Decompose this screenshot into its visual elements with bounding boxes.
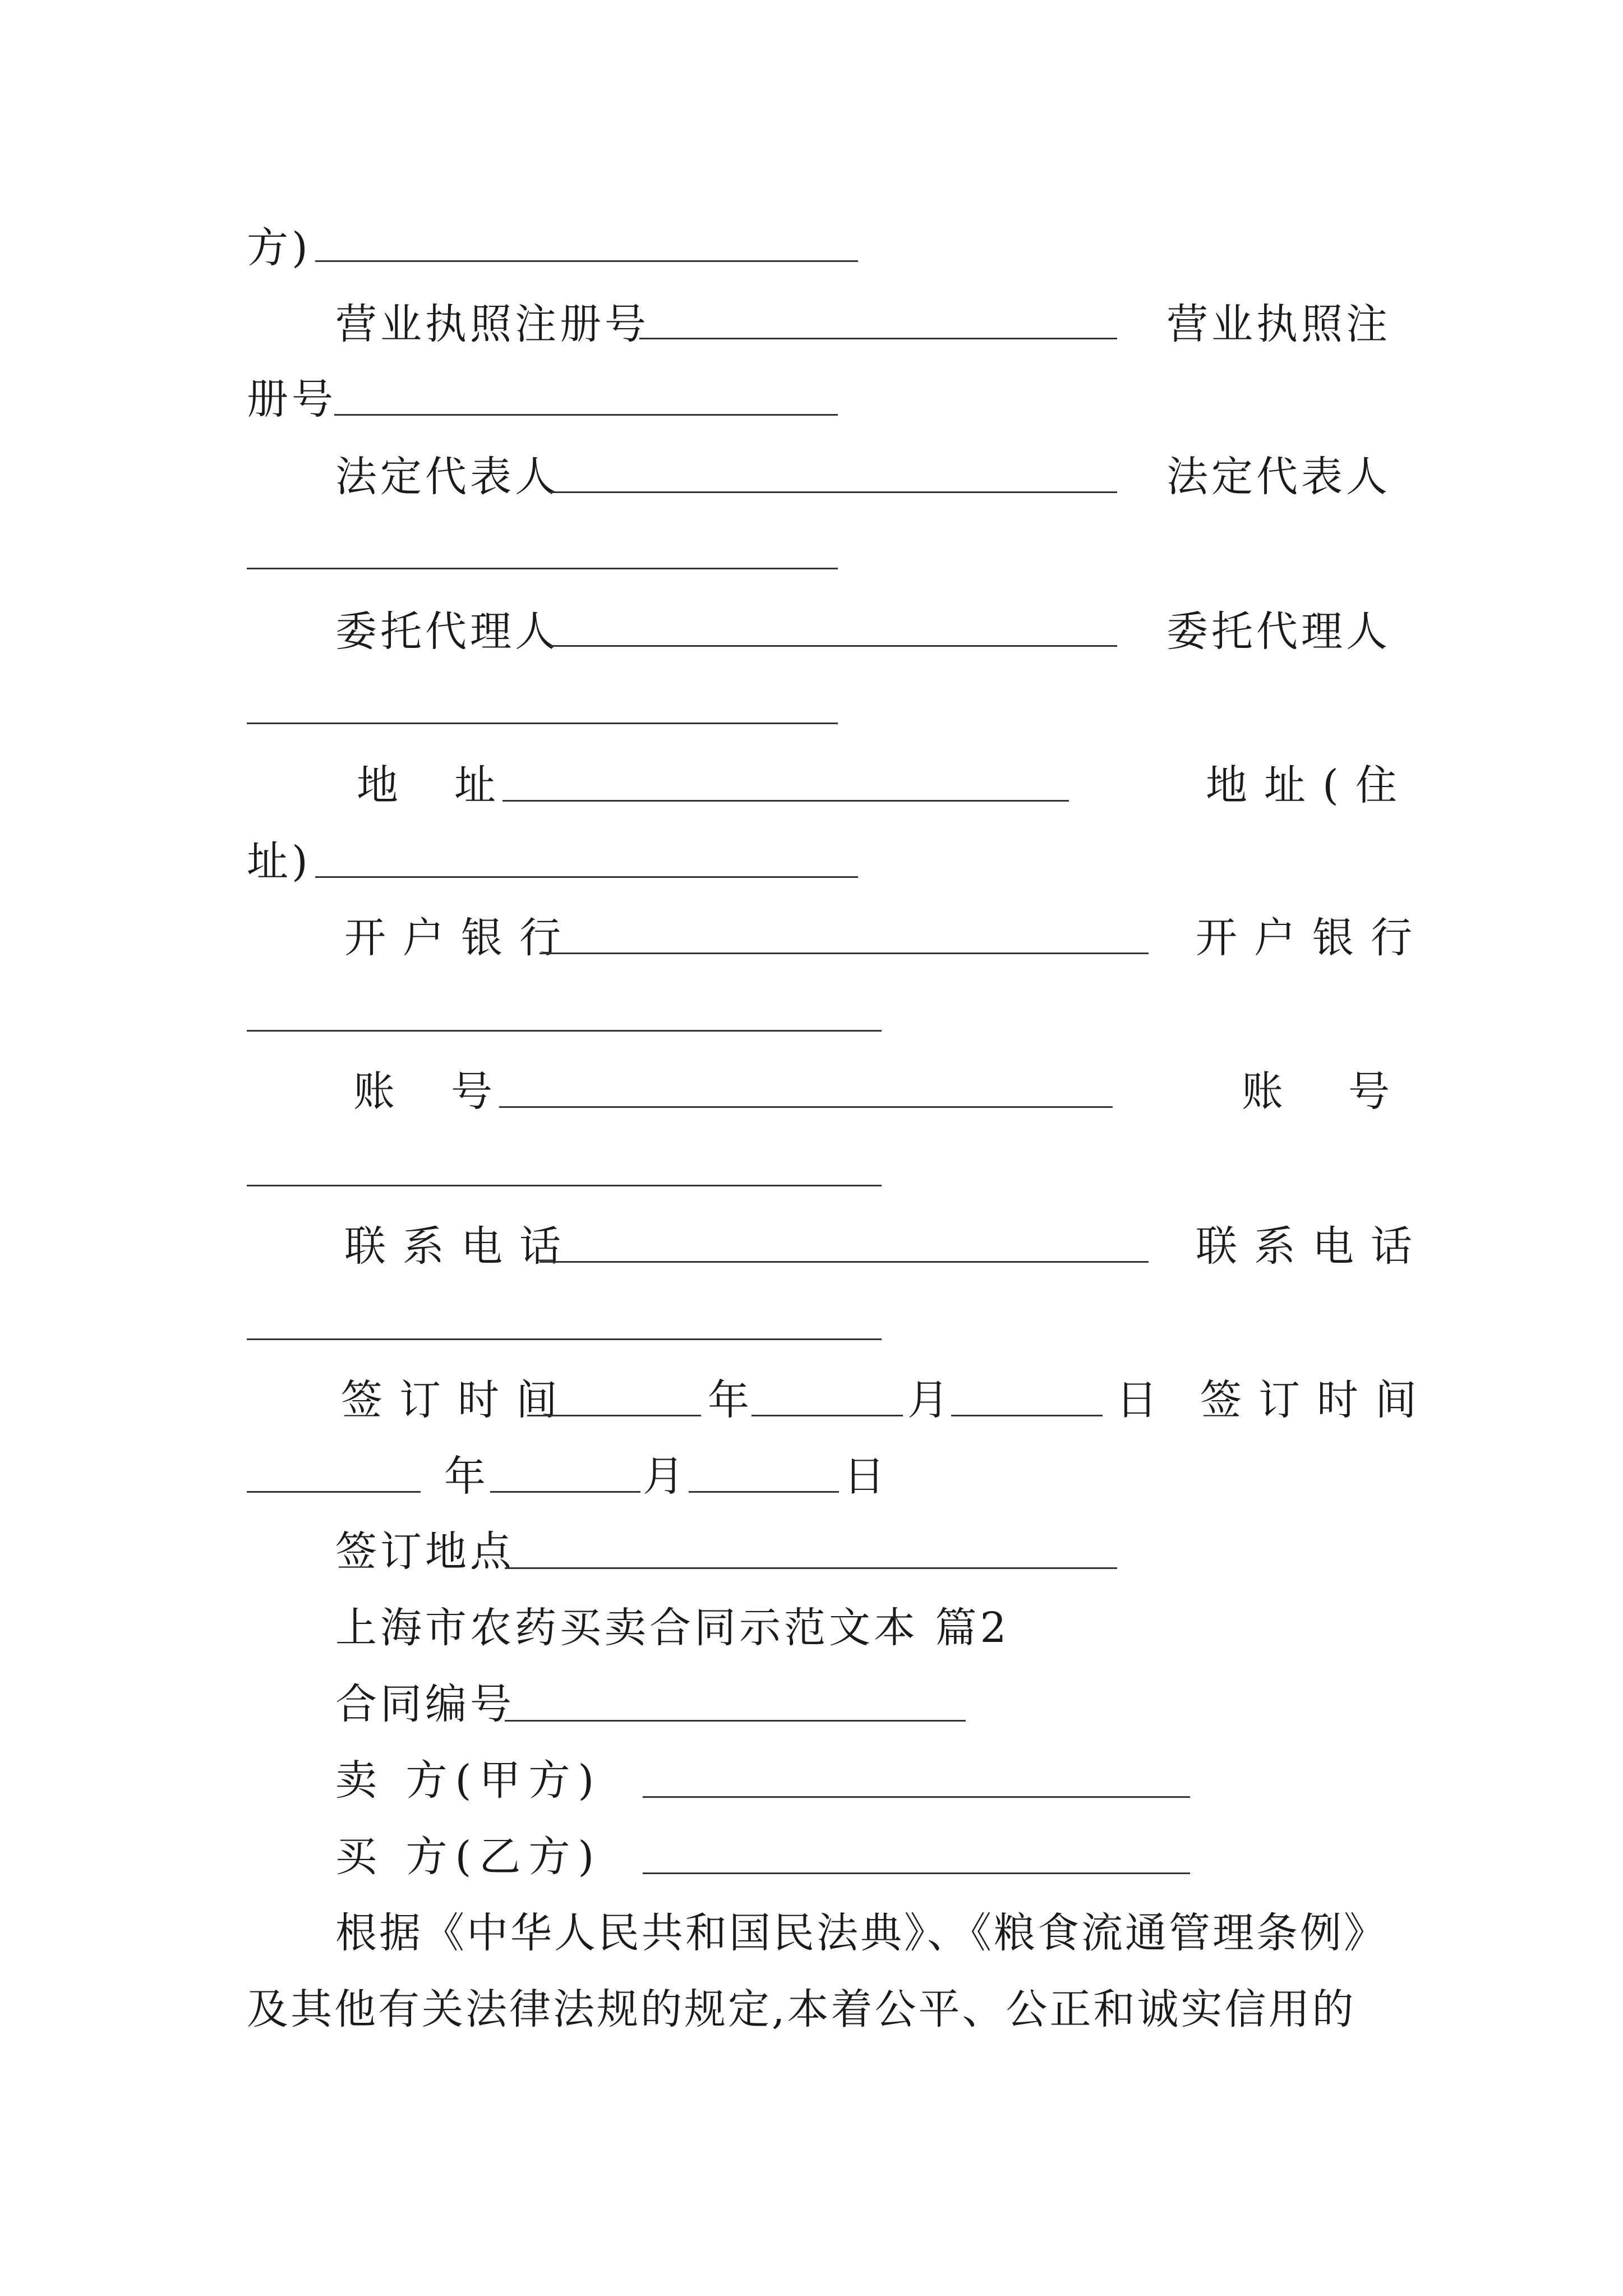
blank-line (540, 1261, 1149, 1263)
blank-line (247, 1185, 882, 1186)
blank-line (247, 568, 838, 569)
label-sign-date-right: 签订时间 (1200, 1376, 1433, 1424)
label-address-char2: 址 (454, 761, 499, 809)
blank-line (540, 953, 1149, 954)
blank-line (643, 1796, 1190, 1798)
blank-line (550, 491, 1117, 493)
label-contract-no: 合同编号 (335, 1680, 515, 1728)
blank-line (639, 338, 1117, 339)
text-fang-close: 方) (247, 224, 311, 272)
label-year-right: 年 (444, 1452, 489, 1501)
blank-line (505, 1720, 966, 1722)
label-sign-place: 签订地点 (335, 1527, 515, 1576)
label-bank-right: 开户银行 (1196, 914, 1429, 962)
blank-line (689, 1491, 839, 1493)
blank-line (315, 876, 858, 878)
label-month-right: 月 (643, 1452, 688, 1501)
blank-line (315, 260, 858, 262)
label-month: 月 (907, 1376, 952, 1424)
blank-line (643, 1872, 1190, 1874)
label-account-right-char2: 号 (1348, 1068, 1393, 1116)
label-agent-right: 委托代理人 (1166, 608, 1391, 656)
label-phone: 联系电话 (344, 1222, 578, 1271)
label-year: 年 (708, 1376, 753, 1424)
blank-line (550, 645, 1117, 647)
body-paragraph-line-1: 根据《中华人民共和国民法典》、《粮食流通管理条例》 (335, 1909, 1387, 1957)
blank-line (527, 1415, 701, 1416)
label-phone-right: 联系电话 (1196, 1222, 1429, 1271)
label-seller: 卖 方(甲方) (335, 1756, 602, 1805)
body-paragraph-line-2: 及其他有关法律法规的规定,本着公平、公正和诚实信用的 (247, 1985, 1356, 2033)
label-legal-rep: 法定代表人 (335, 453, 560, 501)
label-legal-rep-right: 法定代表人 (1166, 453, 1391, 501)
label-sign-date: 签订时间 (341, 1376, 574, 1424)
blank-line (502, 800, 1069, 802)
blank-line (951, 1415, 1103, 1416)
blank-line (751, 1415, 903, 1416)
section-heading: 上海市农药买卖合同示范文本 篇2 (335, 1604, 1010, 1652)
text-zhi-close: 址) (247, 838, 311, 886)
label-agent: 委托代理人 (335, 608, 560, 656)
label-day: 日 (1116, 1376, 1161, 1424)
label-day-right: 日 (843, 1452, 888, 1501)
blank-line (505, 1567, 1117, 1569)
label-business-license: 营业执照注册号 (335, 300, 649, 348)
blank-line (247, 1491, 421, 1493)
label-account-right-char1: 账 (1242, 1068, 1287, 1116)
label-bank: 开户银行 (344, 914, 578, 962)
blank-line (334, 414, 838, 416)
label-account-char1: 账 (353, 1068, 398, 1116)
label-buyer: 买 方(乙方) (335, 1833, 602, 1881)
label-business-license-right: 营业执照注 (1166, 300, 1391, 348)
label-address-char1: 地 (357, 761, 402, 809)
blank-line (499, 1106, 1113, 1108)
blank-line (247, 1030, 882, 1032)
blank-line (247, 723, 838, 724)
blank-line (247, 1338, 882, 1340)
text-ce-hao: 册号 (247, 375, 336, 424)
blank-line (490, 1491, 640, 1493)
label-address-right: 地址(住 (1206, 761, 1414, 809)
label-account-char2: 号 (451, 1068, 496, 1116)
